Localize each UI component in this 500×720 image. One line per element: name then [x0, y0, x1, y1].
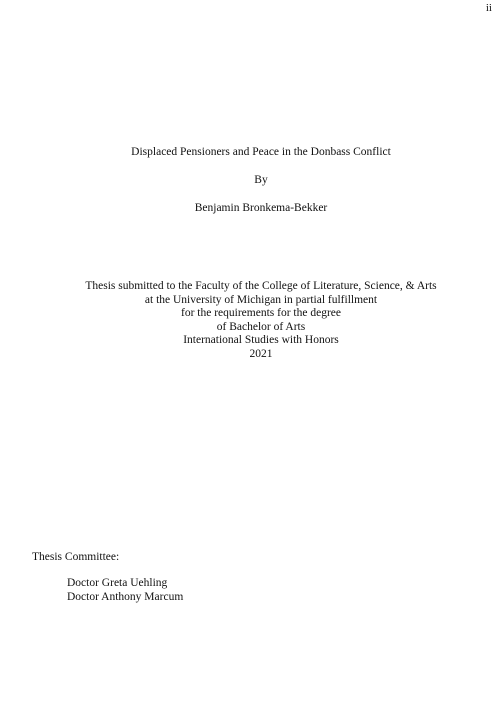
statement-line: of Bachelor of Arts [216, 320, 306, 333]
page-number: ii [485, 2, 492, 14]
statement-line: Thesis submitted to the Faculty of the College of Literature, Science, & Arts [85, 280, 437, 292]
submission-statement [0, 280, 500, 361]
committee-member: Doctor Anthony Marcum [67, 590, 184, 603]
by-label: By [254, 174, 268, 186]
committee-members [67, 577, 183, 604]
committee-member: Doctor Greta Uehling [67, 577, 168, 589]
committee-label: Thesis Committee: [32, 551, 120, 563]
statement-year: 2021 [249, 347, 273, 360]
statement-line: at the University of Michigan in partial fulfillment [144, 293, 378, 306]
statement-line: for the requirements for the degree [181, 307, 341, 319]
author-name: Benjamin Bronkema-Bekker [194, 202, 328, 214]
statement-line: International Studies with Honors [183, 334, 339, 346]
thesis-title: Displaced Pensioners and Peace in the Donbass Conflict [131, 146, 391, 158]
